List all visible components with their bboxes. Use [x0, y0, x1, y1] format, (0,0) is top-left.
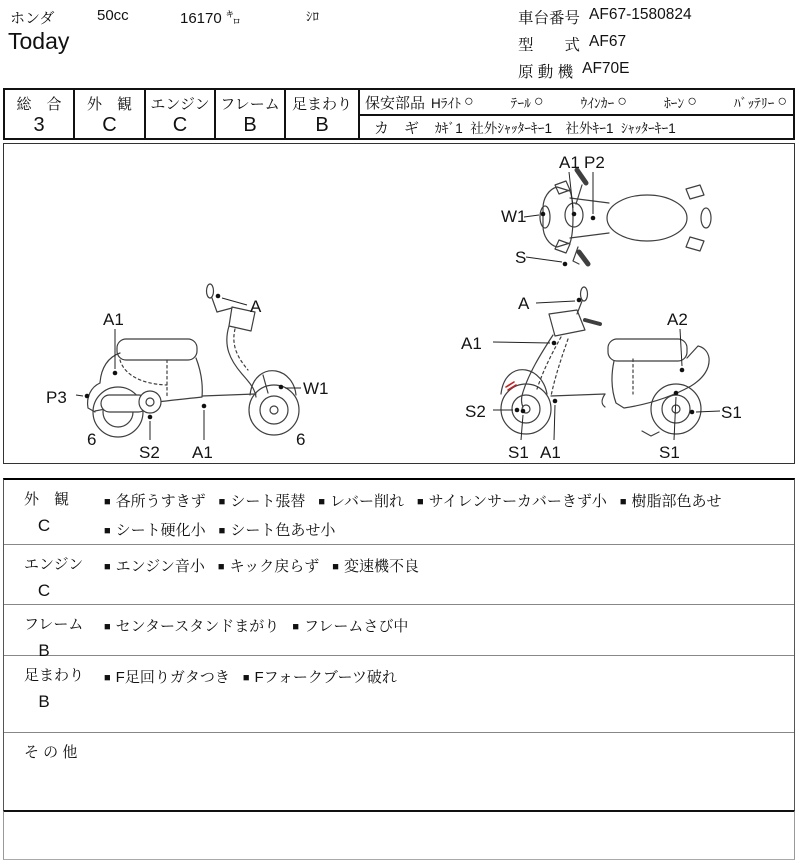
diagram-label: S	[515, 248, 527, 267]
rating-cell-exterior	[75, 90, 146, 138]
engine-code-value: AF70E	[582, 60, 630, 77]
comment-item: ■ キック戻らず	[217, 558, 320, 575]
safety-part	[734, 92, 787, 112]
safety-part-name: ｳｲﾝｶｰ	[580, 96, 615, 111]
diagram-label: A1	[540, 443, 561, 462]
scooter-left-view	[88, 284, 299, 437]
comment-item: ■ F足回りガタつき	[104, 669, 230, 686]
chassis-number-label: 車台番号	[518, 10, 581, 27]
red-damage-mark	[506, 382, 516, 390]
diagram-label: S1	[508, 443, 529, 462]
bullet-icon: ■	[416, 496, 424, 508]
comment-label-cell	[4, 656, 104, 732]
rating-value: 3	[33, 114, 45, 136]
diagram-label: A	[250, 297, 262, 316]
chassis-number-row	[518, 6, 692, 28]
rating-value: B	[315, 114, 329, 136]
rating-label: 足まわり	[291, 96, 352, 113]
rating-value: C	[172, 114, 188, 136]
comment-item: ■ エンジン音小	[104, 558, 205, 575]
condition-comments-table	[3, 478, 795, 811]
scooter-diagrams	[4, 144, 794, 463]
model-code-row	[518, 33, 626, 55]
bullet-icon: ■	[104, 621, 111, 633]
comment-item: ■ フレームさび中	[292, 618, 409, 635]
safety-part-name: ﾃｰﾙ	[510, 96, 531, 111]
comment-item: ■ サイレンサーカバーきず小	[416, 493, 607, 510]
comment-item: ■ 変速機不良	[332, 558, 419, 575]
scooter-top-view	[540, 170, 711, 264]
comment-section-grade: B	[38, 692, 50, 711]
maker-name: ホンダ	[10, 10, 55, 27]
rating-label: 総 合	[16, 96, 62, 113]
diagram-label: S2	[139, 443, 160, 462]
comment-items	[104, 480, 794, 544]
diagram-label: P3	[46, 388, 67, 407]
comment-section-label: そ の 他	[24, 744, 78, 761]
diagram-label: P2	[584, 153, 605, 172]
diagram-label: W1	[303, 379, 329, 398]
comment-row-engine	[4, 544, 794, 604]
diagram-label: A1	[192, 443, 213, 462]
safety-status-circle: ○	[617, 93, 627, 110]
comment-section-grade: C	[37, 516, 51, 535]
safety-part	[664, 92, 697, 112]
marker-dots	[85, 212, 695, 420]
rating-label: エンジン	[150, 96, 210, 113]
diagram-label: A1	[103, 310, 124, 329]
bullet-icon: ■	[218, 496, 226, 508]
comment-item: ■ シート張替	[218, 493, 306, 510]
safety-parts-items	[431, 92, 787, 112]
safety-part	[511, 92, 544, 112]
comment-row-other	[4, 732, 794, 810]
bullet-icon: ■	[104, 672, 111, 684]
diagram-label: A2	[667, 310, 688, 329]
rating-cell-engine	[146, 90, 216, 138]
comment-item: ■ 樹脂部色あせ	[619, 493, 722, 510]
comment-items	[104, 656, 794, 732]
diagram-label: A1	[461, 334, 482, 353]
safety-keys-cell	[360, 90, 793, 138]
bullet-icon: ■	[619, 496, 627, 508]
engine-code-label: 原 動 機	[518, 64, 574, 81]
rating-label: フレーム	[220, 96, 280, 113]
comment-label-cell	[4, 733, 104, 810]
displacement: 50cc	[97, 7, 129, 24]
diagram-label: S1	[721, 403, 742, 422]
footer-empty-box	[3, 810, 795, 860]
safety-part	[431, 92, 474, 112]
comment-section-label: フレーム	[24, 616, 84, 633]
diagram-label: A	[518, 294, 530, 313]
diagram-label: W1	[501, 207, 527, 226]
bullet-icon: ■	[218, 525, 226, 537]
chassis-number-value: AF67-1580824	[589, 6, 692, 23]
bullet-icon: ■	[104, 525, 111, 537]
rating-value: C	[102, 114, 117, 136]
comment-item: ■ シート硬化小	[104, 522, 206, 539]
comment-items	[104, 605, 794, 655]
diagram-label: 6	[296, 430, 306, 449]
comment-row-undercarriage	[4, 655, 794, 732]
comment-section-grade: B	[38, 641, 50, 660]
model-code-value: AF67	[589, 33, 627, 50]
bullet-icon: ■	[242, 672, 250, 684]
comment-label-cell	[4, 605, 104, 660]
comment-item: ■ センタースタンドまがり	[104, 618, 280, 635]
safety-status-circle: ○	[533, 93, 544, 110]
rating-table	[3, 88, 795, 140]
bullet-icon: ■	[332, 561, 339, 573]
model-code-label: 型 式	[518, 37, 581, 54]
comment-item: ■ 各所うすきず	[104, 493, 206, 510]
keys-label: カ ギ	[374, 119, 420, 137]
mileage: 16170 ㌔	[180, 10, 241, 27]
comment-label-cell	[4, 545, 104, 604]
diagram-label: 6	[87, 430, 97, 449]
diagram-label: A1	[559, 153, 580, 172]
model-name: Today	[8, 28, 70, 54]
safety-part-name: ﾊﾞｯﾃﾘｰ	[733, 96, 775, 111]
comment-items	[104, 733, 794, 810]
rating-value: B	[243, 114, 257, 136]
comment-section-label: 外 観	[24, 491, 70, 508]
bullet-icon: ■	[217, 561, 225, 573]
body-color: ｼﾛ	[306, 9, 319, 24]
safety-part	[581, 92, 627, 112]
safety-parts-label: 保安部品	[365, 94, 426, 112]
comment-row-frame	[4, 604, 794, 660]
safety-parts-row	[360, 90, 793, 116]
bullet-icon: ■	[104, 561, 111, 573]
comment-section-grade: C	[37, 581, 51, 600]
safety-status-circle: ○	[464, 93, 474, 110]
keys-value: ｶｷﾞ1 社外ｼｬｯﾀｰｷｰ1 社外ｷｰ1 ｼｬｯﾀｰｷｰ1	[435, 121, 676, 136]
bullet-icon: ■	[292, 621, 299, 633]
bullet-icon: ■	[104, 496, 111, 508]
safety-status-circle: ○	[687, 93, 697, 110]
comment-section-label: エンジン	[24, 556, 84, 573]
diagram-label: S2	[465, 402, 486, 421]
damage-diagram-box	[3, 143, 795, 464]
bullet-icon: ■	[318, 496, 325, 508]
comment-row-exterior	[4, 480, 794, 544]
comment-section-label: 足まわり	[24, 667, 85, 684]
engine-code-row	[518, 60, 630, 82]
safety-status-circle: ○	[777, 93, 787, 110]
rating-cell-undercarriage	[286, 90, 360, 138]
rating-cell-overall	[5, 90, 75, 138]
diagram-label: S1	[659, 443, 680, 462]
safety-part-name: ﾎｰﾝ	[663, 96, 685, 111]
rating-cell-frame	[216, 90, 286, 138]
comment-item: ■ シート色あせ小	[218, 522, 336, 539]
safety-part-name: Hﾗｲﾄ	[431, 96, 462, 111]
comment-item: ■ Fフォークブーツ破れ	[242, 669, 397, 686]
keys-row	[360, 116, 793, 138]
comment-label-cell	[4, 480, 104, 544]
rating-label: 外 観	[86, 96, 132, 113]
comment-item: ■ レバー削れ	[318, 493, 404, 510]
comment-items	[104, 545, 794, 604]
